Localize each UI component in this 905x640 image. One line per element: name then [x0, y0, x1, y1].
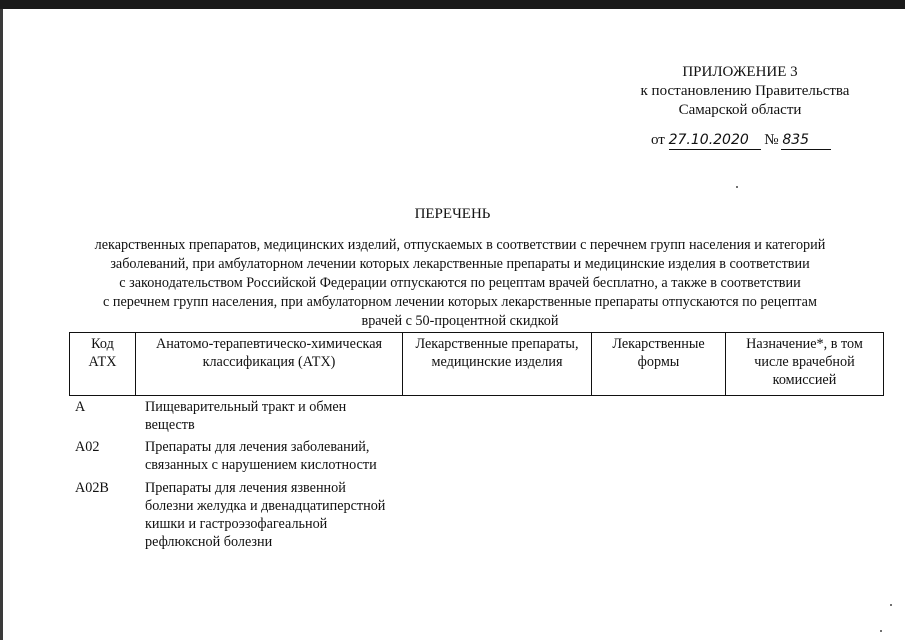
decree-from-label: от	[651, 132, 665, 148]
header-atc-code: Код АТХ	[70, 333, 136, 396]
date-underline	[669, 149, 761, 150]
header-drugs-devices: Лекарственные препараты, медицинские изделия	[403, 333, 592, 396]
subtitle-line: заболеваний, при амбулаторном лечении которых лекарственные препараты и медицинские изделия в соответствии	[110, 256, 810, 272]
header-atc-classification: Анатомо-терапевтическо-химическая классификация (АТХ)	[136, 333, 403, 396]
row-description: Препараты для лечения заболеваний, связанных с нарушением кислотности	[145, 439, 377, 473]
row-description: Препараты для лечения язвенной болезни желудка и двенадцатиперстной кишки и гастроэзофагеальной рефлюксной болезни	[145, 480, 386, 550]
decree-reference	[651, 132, 841, 154]
header-prescription: Назначение*, в том числе врачебной комиссией	[726, 333, 884, 396]
scan-speck	[880, 630, 882, 632]
row-code: A02B	[75, 480, 109, 496]
header-dosage-forms: Лекарственные формы	[592, 333, 726, 396]
scan-speck	[736, 186, 738, 188]
row-description: Пищеварительный тракт и обмен веществ	[145, 399, 347, 433]
row-code: A02	[75, 439, 100, 455]
appendix-line-1: к постановлению Правительства	[640, 83, 850, 99]
subtitle-line: врачей с 50-процентной скидкой	[361, 313, 559, 329]
decree-number: 835	[782, 132, 810, 148]
appendix-line-2: Самарской области	[678, 102, 802, 118]
subtitle-line: с перечнем групп населения, при амбулаторном лечении которых лекарственные препараты отпускаются по рецептам	[103, 294, 817, 310]
row-code: A	[75, 399, 86, 415]
drug-list-table-header	[69, 332, 884, 396]
number-underline	[781, 149, 831, 150]
scan-edge	[0, 0, 905, 9]
scan-speck	[890, 604, 892, 606]
subtitle-line: лекарственных препаратов, медицинских изделий, отпускаемых в соответствии с перечнем групп населения и категорий	[94, 237, 826, 253]
document-subtitle	[40, 236, 880, 331]
decree-number-label: №	[764, 132, 779, 148]
document-title: ПЕРЕЧЕНЬ	[414, 206, 491, 222]
appendix-title: ПРИЛОЖЕНИЕ 3	[682, 64, 798, 80]
decree-date: 27.10.2020	[668, 132, 749, 148]
subtitle-line: с законодательством Российской Федерации отпускаются по рецептам врачей бесплатно, а также в соответствии	[119, 275, 801, 291]
scan-left-edge	[0, 9, 3, 640]
